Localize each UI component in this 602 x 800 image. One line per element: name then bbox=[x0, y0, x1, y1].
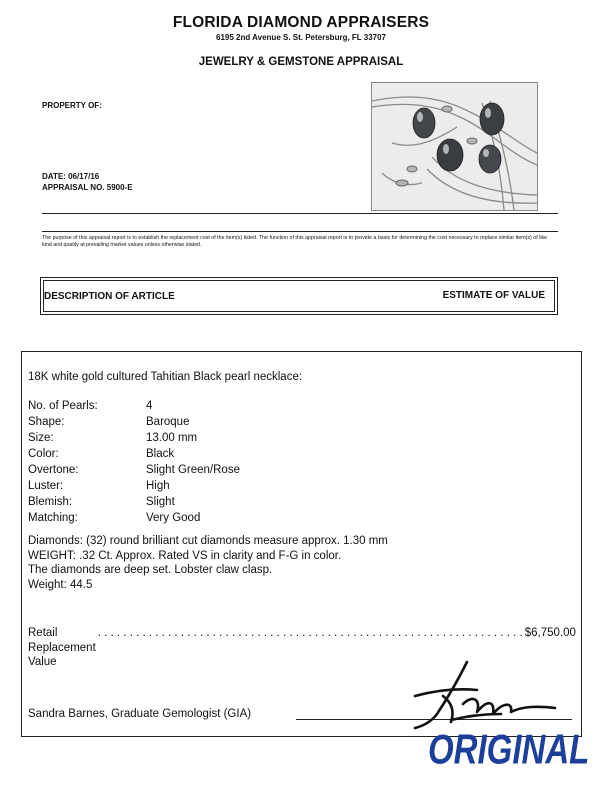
diamond-details bbox=[28, 534, 388, 592]
spec-row bbox=[28, 511, 328, 527]
retail-label: Retail Replacement Value bbox=[28, 627, 96, 668]
appraisal-number: APPRAISAL NO. 5900-E bbox=[42, 183, 133, 192]
retail-value: $6,750.00 bbox=[524, 627, 576, 639]
spec-row bbox=[28, 495, 328, 511]
divider-bottom bbox=[42, 231, 558, 232]
spec-row bbox=[28, 463, 328, 479]
diamond-line: WEIGHT: .32 Ct. Approx. Rated VS in clarity and F-G in color. bbox=[28, 549, 342, 562]
original-stamp: ORIGINAL bbox=[428, 726, 590, 773]
spec-value: Black bbox=[146, 448, 175, 460]
document-title: JEWELRY & GEMSTONE APPRAISAL bbox=[198, 56, 404, 68]
spec-key: Blemish: bbox=[28, 496, 73, 508]
spec-key: Shape: bbox=[28, 416, 65, 428]
spec-key: Overtone: bbox=[28, 464, 79, 476]
spec-key: Luster: bbox=[28, 480, 64, 492]
diamond-line: The diamonds are deep set. Lobster claw clasp. bbox=[28, 564, 273, 576]
spec-value: 13.00 mm bbox=[146, 432, 198, 444]
diamond-line: Weight: 44.5 bbox=[28, 578, 93, 591]
property-of-label: PROPERTY OF: bbox=[42, 101, 102, 110]
diamond-line: Diamonds: (32) round brilliant cut diamonds measure approx. 1.30 mm bbox=[28, 535, 388, 547]
spec-key: Color: bbox=[28, 448, 59, 460]
spec-key: No. of Pearls: bbox=[28, 400, 98, 412]
spec-value: 4 bbox=[146, 400, 153, 412]
appraiser-name: Sandra Barnes, Graduate Gemologist (GIA) bbox=[28, 708, 252, 720]
article-intro: 18K white gold cultured Tahitian Black pearl necklace: bbox=[28, 371, 303, 383]
company-address: 6195 2nd Avenue S. St. Petersburg, FL 33707 bbox=[216, 33, 386, 42]
spec-row bbox=[28, 415, 328, 431]
leader-dots: . . . . . . . . . . . . . . . . . . . . . . . . . . . . . . . . . . . . . . . . . . . . . . . . . . . . . . . . . . . . . . . . . . . bbox=[97, 627, 523, 639]
spec-value: Very Good bbox=[146, 512, 201, 524]
appraisal-date: DATE: 06/17/16 bbox=[42, 172, 100, 181]
spec-value: Slight bbox=[146, 496, 175, 508]
spec-value: Baroque bbox=[146, 416, 190, 428]
estimate-label: ESTIMATE OF VALUE bbox=[442, 290, 545, 301]
spec-value: High bbox=[146, 480, 170, 492]
spec-row bbox=[28, 479, 328, 495]
spec-key: Size: bbox=[28, 432, 54, 444]
spec-list bbox=[28, 399, 328, 527]
spec-row bbox=[28, 399, 328, 415]
company-name: FLORIDA DIAMOND APPRAISERS bbox=[172, 14, 430, 31]
signature-mark bbox=[407, 656, 577, 731]
divider-top bbox=[42, 213, 558, 214]
spec-row bbox=[28, 431, 328, 447]
spec-value: Slight Green/Rose bbox=[146, 464, 240, 476]
spec-row bbox=[28, 447, 328, 463]
necklace-photo bbox=[371, 82, 538, 211]
purpose-statement: The purpose of this appraisal report is to establish the replacement cost of the item(s) listed. The function of this appraisal report is to provide a basis for determining the cost necessary to replace similar item(s) of like kind and quality at prevailing market values unless otherwise stated. bbox=[42, 235, 548, 248]
necklace-image bbox=[372, 83, 537, 210]
description-label: DESCRIPTION OF ARTICLE bbox=[44, 291, 175, 302]
spec-key: Matching: bbox=[28, 512, 78, 524]
